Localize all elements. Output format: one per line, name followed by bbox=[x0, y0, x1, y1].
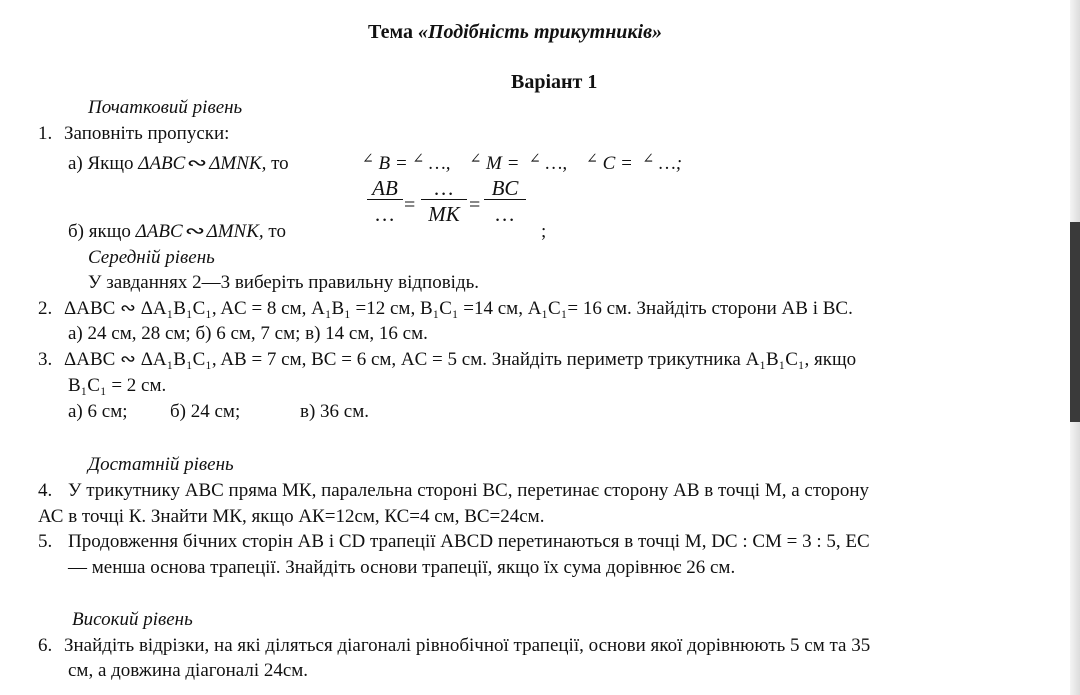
equals-sign: = bbox=[506, 153, 520, 174]
task1a-tri-abc: ΔABC bbox=[138, 153, 186, 174]
angle-icon: ∠ bbox=[586, 152, 598, 167]
task4-line1: У трикутнику АВС пряма МК, паралельна стороні ВС, перетинає сторону АВ в точці М, а сторону bbox=[68, 480, 870, 501]
fraction-2 bbox=[421, 178, 467, 225]
title-prefix: Тема bbox=[368, 21, 413, 43]
task1b-end: ; bbox=[541, 221, 547, 242]
task1-text: Заповніть пропуски: bbox=[64, 123, 230, 144]
blank: …, bbox=[428, 153, 451, 174]
angle-icon: ∠ bbox=[412, 152, 425, 167]
task1a-line bbox=[68, 154, 289, 173]
task5-line1: Продовження бічних сторін AB і CD трапеції ABCD перетинаються в точці M, DC : CM = 3 : 5, EC bbox=[68, 531, 870, 552]
task1a-angles bbox=[362, 153, 682, 173]
angle-icon: ∠ bbox=[528, 152, 541, 167]
task1a-prefix: а) Якщо bbox=[68, 153, 134, 174]
task6-line2: см, а довжина діагоналі 24см. bbox=[68, 660, 309, 681]
level-initial: Початковий рівень bbox=[88, 97, 243, 118]
fraction-1 bbox=[367, 178, 403, 225]
angle-b-label: B bbox=[378, 153, 391, 174]
variant-heading: Варіант 1 bbox=[511, 71, 598, 93]
task5-number: 5. bbox=[38, 531, 53, 552]
level-middle: Середній рівень bbox=[88, 247, 215, 268]
task2-line: ΔABC ∾ ΔA₁B₁C₁, AC = 8 см, A₁B₁ =12 см, B₁C₁ =14 см, A₁C₁= 16 см. Знайдіть сторони AB і BC. bbox=[64, 298, 853, 319]
task1a-tri-mnk: ΔMNK, bbox=[209, 153, 267, 174]
task3-answer-a: а) 6 см; bbox=[68, 401, 128, 422]
equals-sign: = bbox=[469, 194, 481, 216]
level-high: Високий рівень bbox=[72, 609, 193, 630]
task1a-then: то bbox=[271, 153, 289, 174]
angle-icon: ∠ bbox=[362, 152, 374, 167]
equals-sign: = bbox=[620, 153, 633, 174]
page-edge-shadow bbox=[1070, 222, 1080, 422]
task4-line2: АС в точці К. Знайти МК, якщо АК=12см, КС=4 см, ВС=24см. bbox=[38, 506, 545, 527]
fraction-2-denominator: MK bbox=[428, 202, 460, 226]
task1b-line bbox=[68, 222, 286, 241]
title-topic: «Подібність трикутників» bbox=[417, 21, 663, 43]
middle-intro: У завданнях 2—3 виберіть правильну відповідь. bbox=[88, 272, 480, 293]
angle-c-label: C bbox=[602, 153, 616, 174]
task3-line2: B₁C₁ = 2 см. bbox=[68, 375, 167, 396]
fraction-1-denominator: … bbox=[375, 202, 395, 226]
task2-number: 2. bbox=[38, 298, 53, 319]
similar-icon: ∾ bbox=[186, 153, 208, 174]
fraction-1-numerator: AB bbox=[367, 178, 403, 200]
task4-number: 4. bbox=[38, 480, 53, 501]
task6-line1: Знайдіть відрізки, на які діляться діагоналі рівнобічної трапеції, основи якої дорівнюють 5 см та 35 bbox=[64, 635, 871, 656]
level-sufficient: Достатній рівень bbox=[88, 454, 234, 475]
task5-line2: — менша основа трапеції. Знайдіть основи трапеції, якщо їх сума дорівнює 26 см. bbox=[68, 557, 736, 578]
task1b-prefix: б) якщо bbox=[68, 221, 131, 242]
task1-number: 1. bbox=[38, 123, 53, 144]
task2-answers: а) 24 см, 28 см; б) 6 см, 7 см; в) 14 см, 16 см. bbox=[68, 323, 428, 344]
fraction-3 bbox=[484, 178, 526, 225]
angle-m-label: M bbox=[486, 153, 502, 174]
angle-icon: ∠ bbox=[642, 152, 655, 167]
equals-sign: = bbox=[394, 153, 408, 174]
task3-number: 3. bbox=[38, 349, 53, 370]
equals-sign: = bbox=[404, 194, 416, 216]
angle-icon: ∠ bbox=[469, 152, 482, 167]
task1b-tri-mnk: ΔMNK, bbox=[206, 221, 264, 242]
task1b-then: то bbox=[268, 221, 286, 242]
blank: …, bbox=[545, 153, 568, 174]
fraction-3-denominator: … bbox=[495, 202, 515, 226]
similar-icon: ∾ bbox=[184, 221, 205, 242]
task6-number: 6. bbox=[38, 635, 53, 656]
task3-answer-c: в) 36 см. bbox=[300, 401, 370, 422]
fraction-2-numerator: … bbox=[421, 178, 467, 200]
task1b-tri-abc: ΔABC bbox=[135, 221, 183, 242]
page-title bbox=[368, 22, 662, 42]
blank: …; bbox=[658, 153, 683, 174]
fraction-3-numerator: BC bbox=[484, 178, 526, 200]
task3-line1: ΔABC ∾ ΔA₁B₁C₁, AB = 7 см, BC = 6 см, AC = 5 см. Знайдіть периметр трикутника A₁B₁C₁, якщо bbox=[64, 349, 857, 370]
task3-answer-b: б) 24 см; bbox=[170, 401, 241, 422]
